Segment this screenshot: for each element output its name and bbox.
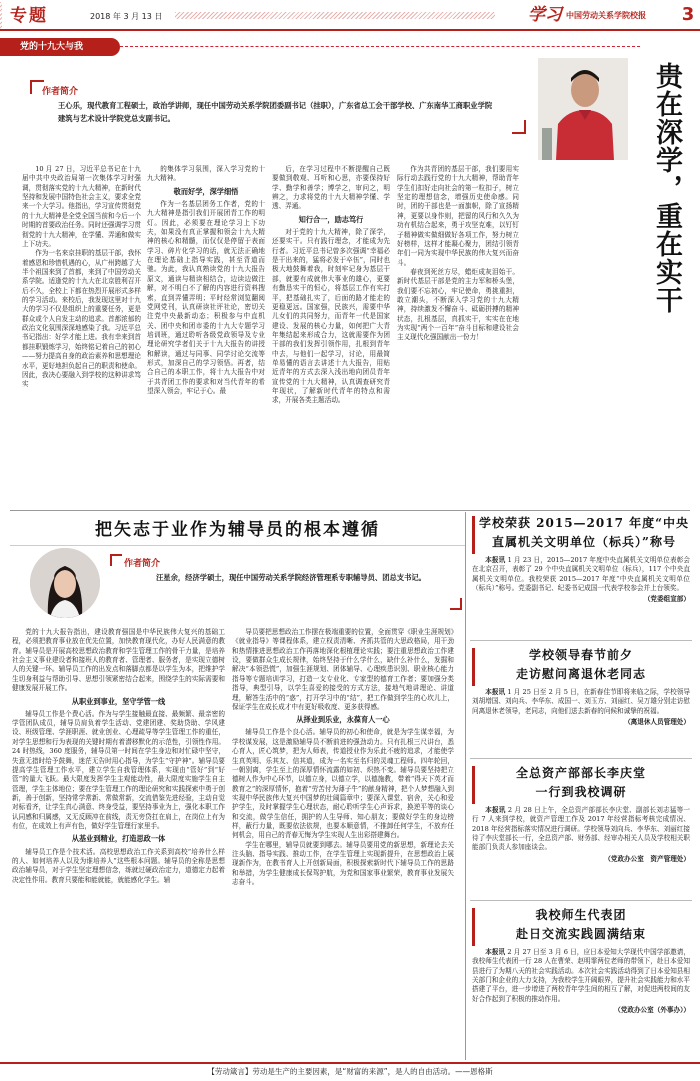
subheading: 从择业到乐业，永葆育人一心 [296, 715, 390, 725]
news-item-1: 学校荣获 2015—2017 年度“中央 直属机关文明单位（标兵）”称号 本报讯 1 月 23 日，2015—2017 年度中央直属机关文明单位表彰会在北京召开，表彰了 29 个中央直属机关文明单位（标兵），117 个中央直属机关文明单位。我校荣获 2015—2017 年度“中央直属机关文明单位（标兵）”称号。党委副书记、纪委书记成国一代表学校参会并上台领奖。 （党委组宣部） [472, 516, 690, 604]
subheading: 从职业到事业，坚守学管一线 [71, 696, 166, 706]
subheading: 从基业到精业，打造思政一体 [71, 834, 166, 844]
paper-logo: 学习 [528, 5, 562, 25]
article1-column-4: 作为共青团的基层干部，我们要用实际行动去践行党的十九大精神，帮助青年学生们扣好走向社会的第一粒扣子，树立坚定的理想信念，增强历史使命感。同时，团的干部也是一面旗帜，除了宣扬精神，更要以身作则，把留的风行和久久为功有机结合起来，勇于攻坚克难，以钉钉子精神做实做细做好各项工作，努力树立好榜样，这样才能凝心聚力，团结引领青年们一同为实现中华民族的伟大复兴而奋斗。 春夜到死丝方尽，蜡炬成灰泪始干。新时代基层干部是党的主力军和桥头堡，我们要不忘初心，牢记使命，勇挑重担，敢立潮头，不断深入学习党的十九大精神，持续激发不懈奋斗、砥砺拼搏的精神状态，扎根基层，真抓实干，实实在在地为实现“两个一百年”奋斗目标和建设社会主义现代化强国献出一份力！ [397, 165, 519, 342]
author-bracket-end [512, 120, 526, 134]
headline-vertical: 贵在深学，重在实干 [651, 62, 682, 314]
article2-headline [10, 516, 465, 546]
news-item-3: 全总资产部部长李庆堂 一行到我校调研 本报讯 2 月 28 日上午，全总资产部部长李庆堂、副部长刘志猛等一行 7 人来到学校，就资产管理工作及 2017 年经营指标考核完成情况、2018 年经营指标落实情况进行调研。学校领导刘向兵、李华东、刘丽红接待了李庆堂部长一行，全总资产部、财务部、经审办相关人员及学校相关职能部门负责人参加座谈会。 （党政办公室 资产管理处） [472, 766, 690, 863]
page-footer [0, 1062, 700, 1081]
article2-column-1: 党的十九大报告指出，建设教育强国是中华民族伟大复兴的基础工程，必须把教育事业放在优先位置，加快教育现代化，办好人民满意的教育。辅导员是开展高校思想政治教育和学生管理工作的骨干力量，是培养社会主义事业建设者和接班人的教育者、管理者、服务者，是实现立德树人的关键一环。辅导员工作的出发点和落脚点都是以学生为本，把维护学生切身利益与帮助引导、思想引领紧密结合起来，围绕学生的实际需要和健康发展开展工作。 从职业到事业，坚守学管一线 辅导员工作是个费心活。作为与学生接触最直接、最频繁、最亲密的学管团队成员，辅导员肩负着学生活动、党建团建、奖助贷助、学风建设、班级管理、学涯职涯、就业创业、心理疏导等学生管理工作的重任，对学生思想和行为表现的关键时期有着潜移默化的示范性，引领性作用。24 时热线，360 度服务，辅导员第一时间在学生身边和对忙碌中坚守，失意无措时给予鼓舞，迷茫无告时用心指导，为学生“守护神”。辅导员要提高学生管理工作水平，建立学生自我管理体系，实现由“管好”到“好管”的量大飞跃。最大限度发挥学生主观能动性，最大限度实施学生自主管理，学生主体地位；要在学生管理工作的理论研究和实践探索中勇于创新，善于创新，坚持常学常新、常做常新，交流借鉴先进经验，主动自觉对标看齐，让学生真心满意、终身受益，要坚持事业为上，强化本职工作认同感和归属感，又无反顾冲在前线，责无旁贷扛在肩上，在岗位上有为有位，在成效上有声有色，做好学生管理行家里手。 从基业到精业，打造思政一体 辅导员工作是个技术活。高校思想政治工作关系到高校“培养什么样的人、如何培养人以及为谁培养人”这些根本问题。辅导员的全称是思想政治辅导员，对于学生坚定理想信念，练就过硬政治定力，道德定力起着决定性作用。教育只要能和能就能，就能感化学生。辅 [12, 628, 225, 884]
topic-banner [0, 38, 120, 56]
article1-column-3: 后，在学习过程中不断提醒自己既要做到敬观、耳听和心思，亦要保持好学、勤学和善学；博学之，审问之，明辨之，力求将党的十九大精神学懂、学透、弄通。 知行合一，励志笃行 对于党的十九大精神，除了深学，还要实干。只有践行理念，才能成为先行者。习近平总书记曾多次强调“幸福必是干出来的，猛将必发于卒伍”，同时也极大地鼓舞着我，时刻牢记身为基层干部，就要有成就伟大事业的雄心，更要有勤恳实干的恒心，将基层工作有实打平，把基础扎实了，后面的路才能走的更稳更远。国家强，民族兴，需要中华儿女们的共同努力，而青年一代是国家建设、发展的核心力量，如何把广大青年集结起来形成合力，这就需要作为团干部的我们发挥引领作用，扎根到青年中去，与他们一起学习，讨论，用最简单易懂的语言去讲述十九大报告，用贴近青年的方式去深入浅出地向团员青年宣传党的十九大精神，认真调查研究青年现状，了解新时代青年的特点和需求，开展各类主题活动。 [272, 165, 390, 405]
page-header [0, 0, 700, 32]
section-label: 专题 [10, 6, 48, 26]
article1-column-2: 的集体学习氛围，深入学习党的十九大精神。 敬而好学，深学细悟 作为一名基层团务工作者，党的十九大精神是指引我们开展团青工作的明灯。因此，必须要在理论学习上下功夫，如果没有真正掌握和领会十九大精神的核心和精髓，而仅仅是停留于表面学习、碎片化学习的话，就无法正确地在理论基础上指导实践，甚至背道而驰。为此，我认真熟读党的十九大报告原文，通读与精读相结合，边读边做注解，对不明白不了解的内容进行资料搜索，直到弄懂弄明；平时经常浏览翻阅党网党刊，认真研读社评社论，密切关注党中央最新动态；积极参与中直机关、团中央和团市委的十九大专题学习培训班，通过聆听各级党政领导及专业理论研究学者们关于十九大报告的讲授和解读，通过与同事、同学讨论交流等形式，加深自己的学习领悟。再者，结合自己的本职工作，将十九大报告中对于共青团工作的要求和对当代青年的希望深入领会，牢记于心。最 [147, 165, 265, 396]
subheading: 知行合一，励志笃行 [298, 214, 364, 224]
author-bio: 王心乐，现代教育工程硕士，政治学讲师，现任中国劳动关系学院团委副书记（挂职），广东省总工会干部学校、广东南华工商职业学院建筑与艺术设计学院党总支副书记。 [58, 101, 493, 123]
article2-title: 把矢志于业作为辅导员的根本遵循 [95, 520, 380, 540]
news-item-4: 我校师生代表团 赴日交流实践圆满结束 本报讯 2 月 27 日至 3 月 6 日，应日本爱知大学现代中国学部邀请，我校师生代表团一行 28 人在曹荣、赵明霏两位老师的带领下，赴日本爱知县进行了为期八天的社会实践活动。本次社会实践活动得到了日本爱知县相关部门和企业的大力支持，为我校学生开阔眼界，提升社会实践能力和水平搭建了平台，进一步增进了两校青年学生间的相互了解，对促进两校间的友好合作起到了积极的推动作用。 （党政办公室（外事办）） [472, 908, 690, 1015]
page-number: 3 [681, 4, 695, 25]
author-intro-title: 作者简介 [42, 87, 79, 97]
article1-column-1: 10 月 27 日，习近平总书记在十九届中共中央政治局第一次集体学习时强调，贯彻落实党的十九大精神，在新时代坚持和发展中国特色社会主义，要求全党来一个大学习。他指出，学习宣传贯彻党的十九大精神是全党全国当前和今后一个时期的首要政治任务。同时还强调学习贯彻党的十九大精神，在学懂、弄通和做实上下功夫。 作为一名来京挂职的基层干部，我怀着感恩和珍惜机遇的心，从广州跨越了大半个祖国来到了首都，来到了中国劳动关系学院。适逢党的十九大在北京胜利召开后不久，全校上下都在热烈开展形式多样的学习活动。来校后，我发现这里对十九大的学习不仅是组织上的重要任务，更是群众或个人自发主动的追求。首都浓郁的政治文化氛围深深地感染了我。习近平总书记指出：好学才能上进。我有幸来到首都挂职锻炼学习，始终铭记着自己的初心——努力提高自身的政治素养和思想理论水平，更好地担负起自己的职责和使命。因此，我决心要融入到学校的这种讲求笃实 [22, 165, 141, 389]
article2-column-2: 导员要把思想政治工作摆在极端重要的位置，全面贯穿《职业生涯规划》《就业指导》等课程体系，建立权责清晰、齐抓共管的大思政格局，用干劲和热情推进思想政治工作再落地深化根植理论实践；要注重思想政治工作建设，要做群众生成长规律，始终坚持于什么学什么，缺什么补什么，发掘和解决“本领恐慌”，加强生涯规划、团体辅导、心理疾患识别、职业核心能力指导等专题培训学习，打造一支专业化、专家型的德育工作者；要加强分类指导，典型引导，以学生喜爱的接受的方式方法，接地气地讲理论、讲道理，解答生活中的“惑”，打开学习中的“结”，把工作做到学生的心坎儿上，保证学生在成长成才中有更好吸收度、更多获得感。 从择业到乐业，永葆育人一心 辅导员工作是个良心活。辅导员的初心和使命，就是为学生谋幸福，为学校谋发展，这是激励辅导员不断前进的强劲动力。只有扎根三尺讲台，悉心育人，匠心筑梦，把为人师表，传道授业作为乐此不疲的追求，才能使学生真英明、乐其友、信其道，成为一名实至名归的灵魂工程师。四年轮回，一朝别离，学生至上的深厚情怀流露的如初、炽热不变。辅导员要坚持把立德树人作为中心环节，以德立身，以德立学，以德施教，带着“得天下英才而教育之”的深厚情怀，抱着“劳苦付为薄子牛”的献身精神，把个人梦想融入到实现中华民族伟大复兴中国梦的壮阔篇章中；要深入课堂、宿舍，关心和爱护学生，及时掌握学生心理状态，耐心聆听学生心声诉求，换逆平等的谈心和交流，做学生信任，拥护的人生导师、知心朋友；要做好学生的身边榜样，蔽行力量，既要依法依规，也要本顺意情，不推卸任何学生，不放弃任何机会，用自己的青春无悔为学生实现人生出彩搭建舞台。 学生在哪里，辅导员就要到哪去。辅导员要用党的新思想，新理论去关注头脑、指导实践、推动工作，在学生管理上实现新提升，在思想政治上展现新作为，在教书育人上开创新局面，积极探索新时代下辅导员工作的思路和举措，为学生健康成长保驾护航，为党和国家事业繁荣，教育事业发展矢志奋斗。 [232, 628, 454, 887]
topic-banner-label: 党的十九大与我 [20, 42, 84, 52]
news-item-2: 学校领导春节前夕 走访慰问离退休老同志 本报讯 1 月 25 日至 2 月 5 日，在新春佳节即将来临之际，学校领导刘胡增国、刘向兵、李华东、成国一、刘玉方、刘丽红、吴万雄分别走访慰问离退休老领导，老同志，向他们送去新春的问候和诚挚的祝福。 （离退休人员管理处） [472, 648, 690, 727]
footer-quote: 【劳动箴言】劳动是生产的主要因素，是“财富的来源”，是人的自由活动。——恩格斯 [207, 1067, 493, 1076]
author-photo-2 [30, 548, 100, 618]
paper-name: 中国劳动关系学院校报 [566, 11, 646, 20]
author-bio-2: 汪星余，经济学硕士，现任中国劳动关系学院经济管理系专职辅导员、团总支书记。 [156, 573, 426, 582]
author-photo [538, 58, 628, 160]
issue-date: 2018 年 3 月 13 日 [90, 12, 163, 21]
author-intro-title-2: 作者简介 [124, 559, 161, 569]
subheading: 敬而好学，深学细悟 [173, 186, 239, 196]
